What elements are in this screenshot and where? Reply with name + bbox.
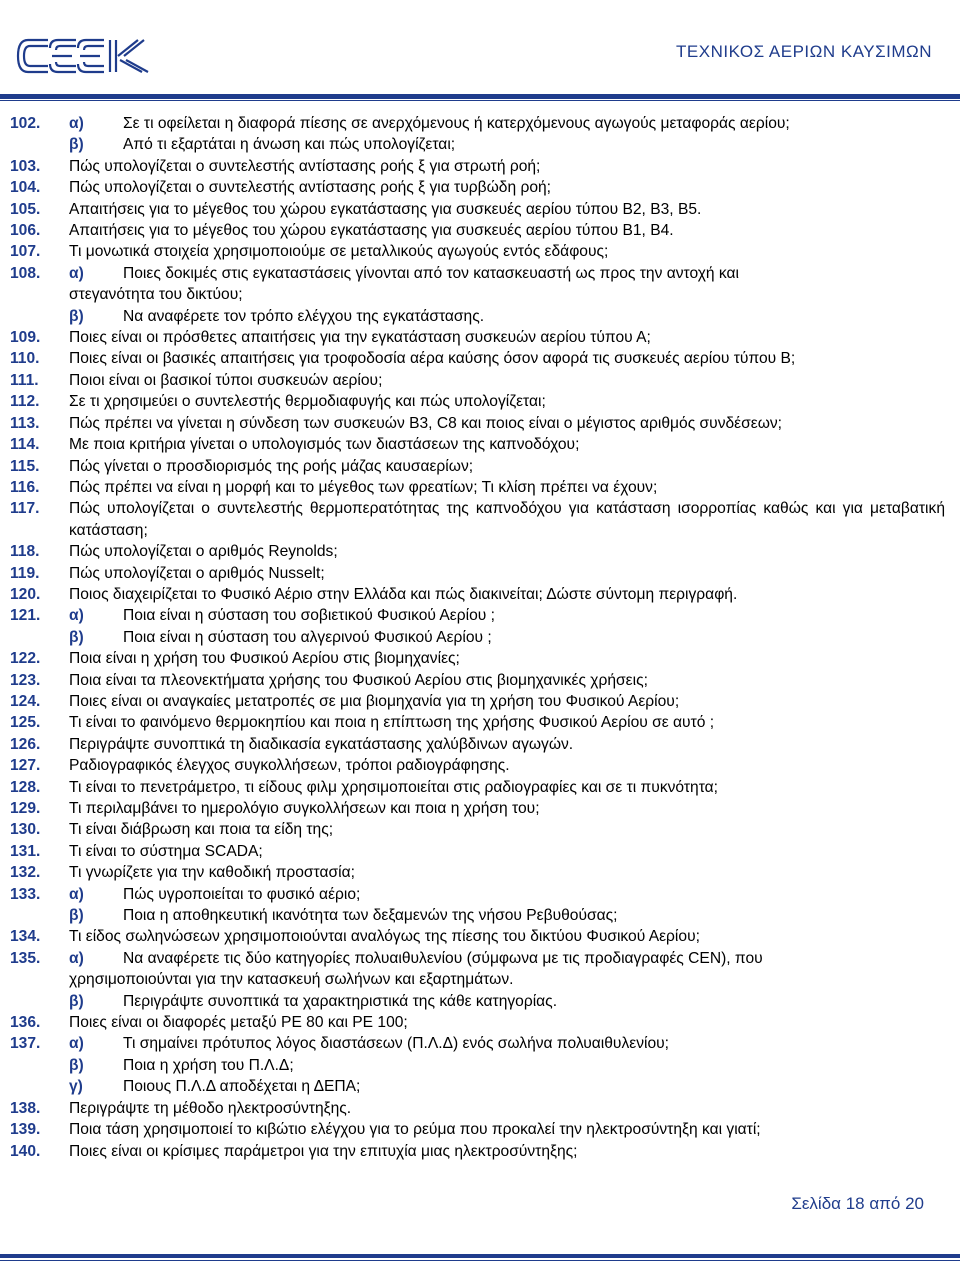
question-text: Ποια είναι η χρήση του Φυσικού Αερίου στις βιομηχανίες; — [69, 650, 460, 668]
question-item — [10, 113, 945, 156]
question-item — [10, 199, 945, 220]
sub-question-text: Να αναφέρετε τις δύο κατηγορίες πολυαιθυλενίου (σύμφωνα με τις προδιαγραφές CEN), που — [123, 949, 763, 967]
sub-question — [69, 263, 945, 284]
sub-question-text: Περιγράψτε συνοπτικά τα χαρακτηριστικά της κάθε κατηγορίας. — [123, 992, 558, 1010]
question-number: 102. — [10, 115, 41, 132]
question-item — [10, 498, 945, 541]
question-number: 103. — [10, 157, 41, 175]
sub-question — [69, 627, 945, 648]
sub-question-label: β) — [69, 992, 84, 1010]
question-number: 118. — [10, 543, 40, 561]
question-number: 104. — [10, 179, 41, 197]
question-item — [10, 370, 945, 391]
question-item — [10, 541, 945, 562]
sub-question — [69, 1055, 945, 1076]
question-item — [10, 241, 945, 262]
sub-question-text: Να αναφέρετε τον τρόπο ελέγχου της εγκατάστασης. — [123, 307, 485, 325]
question-text: Πώς υπολογίζεται ο αριθμός Nusselt; — [69, 564, 325, 582]
sub-question — [69, 884, 945, 905]
question-number: 115. — [10, 457, 40, 475]
question-text: Περιγράψτε τη μέθοδο ηλεκτροσύντηξης. — [69, 1099, 352, 1117]
question-number: 134. — [10, 928, 41, 946]
question-text: Απαιτήσεις για το μέγεθος του χώρου εγκατάστασης για συσκευές αερίου τύπου Β1, Β4. — [69, 222, 674, 240]
sub-question-label: α) — [69, 1035, 84, 1053]
sub-question-text: Από τι εξαρτάται η άνωση και πώς υπολογίζεται; — [123, 136, 456, 154]
question-item — [10, 220, 945, 241]
question-number: 127. — [10, 757, 41, 775]
sub-question-label: β) — [69, 628, 84, 646]
question-item — [10, 563, 945, 584]
sub-question-text: Ποια είναι η σύσταση του αλγερινού Φυσικού Αερίου ; — [123, 628, 492, 646]
question-item — [10, 477, 945, 498]
sub-question — [69, 134, 945, 155]
question-item — [10, 156, 945, 177]
question-number: 120. — [10, 585, 41, 603]
sub-question-label: α) — [69, 115, 84, 132]
question-text: Τι μονωτικά στοιχεία χρησιμοποιούμε σε μεταλλικούς αγωγούς εντός εδάφους; — [69, 243, 609, 261]
question-number: 112. — [10, 393, 40, 411]
question-item — [10, 755, 945, 776]
question-text: Ποια είναι τα πλεονεκτήματα χρήσης του Φυσικού Αερίου στις βιομηχανικές χρήσεις; — [69, 671, 648, 689]
page-number: Σελίδα 18 από 20 — [791, 1194, 924, 1213]
question-text: Με ποια κριτήρια γίνεται ο υπολογισμός των διαστάσεων της καπνοδόχου; — [69, 436, 580, 454]
sub-question-text: Ποια είναι η σύσταση του σοβιετικού Φυσικού Αερίου ; — [123, 607, 495, 625]
sub-question-text: Τι σημαίνει πρότυπος λόγος διαστάσεων (Π.Λ.Δ) ενός σωλήνα πολυαιθυλενίου; — [123, 1035, 669, 1053]
sub-question-label: α) — [69, 264, 84, 282]
question-number: 133. — [10, 885, 41, 903]
question-item — [10, 177, 945, 198]
sub-question — [69, 991, 945, 1012]
question-number: 132. — [10, 864, 41, 882]
question-item — [10, 605, 945, 648]
question-item — [10, 1119, 945, 1140]
sub-question-label: β) — [69, 307, 84, 325]
question-number: 121. — [10, 607, 41, 625]
question-text: Πώς υπολογίζεται ο συντελεστής αντίστασης ροής ξ για στρωτή ροή; — [69, 157, 541, 175]
sub-question-label: β) — [69, 907, 84, 925]
question-item — [10, 348, 945, 369]
ceek-logo-icon — [14, 34, 154, 78]
question-item — [10, 1033, 945, 1097]
question-number: 131. — [10, 842, 41, 860]
sub-question — [69, 306, 945, 327]
question-text: Τι είδος σωληνώσεων χρησιμοποιούνται αναλόγως της πίεσης του δικτύου Φυσικού Αερίου; — [69, 928, 700, 946]
question-item — [10, 819, 945, 840]
question-item — [10, 434, 945, 455]
question-text: Πώς υπολογίζεται ο αριθμός Reynolds; — [69, 543, 338, 561]
question-text: Απαιτήσεις για το μέγεθος του χώρου εγκατάστασης για συσκευές αερίου τύπου Β2, Β3, Β5. — [69, 200, 702, 218]
question-number: 110. — [10, 350, 40, 368]
sub-question-text: Ποια η αποθηκευτική ικανότητα των δεξαμενών της νήσου Ρεβυθούσας; — [123, 907, 618, 925]
question-number: 136. — [10, 1014, 41, 1032]
question-text: Ποιες είναι οι αναγκαίες μετατροπές σε μια βιομηχανία για τη χρήση του Φυσικού Αερίου; — [69, 692, 680, 710]
question-number: 107. — [10, 243, 41, 261]
sub-question-text: Ποιες δοκιμές στις εγκαταστάσεις γίνονται από τον κατασκευαστή ως προς την αντοχή και — [123, 264, 739, 282]
sub-question-label: β) — [69, 136, 84, 154]
sub-question — [69, 948, 945, 969]
question-text: Τι είναι το σύστημα SCADA; — [69, 842, 263, 860]
question-item — [10, 691, 945, 712]
question-text: Τι είναι το πενετράμετρο, τι είδους φιλμ χρησιμοποιείται στις ραδιογραφίες και σε τι πυκνότητα; — [69, 778, 718, 796]
sub-question-label: α) — [69, 949, 84, 967]
question-number: 137. — [10, 1035, 41, 1053]
question-item — [10, 670, 945, 691]
question-item — [10, 777, 945, 798]
question-item — [10, 862, 945, 883]
sub-question-label: α) — [69, 885, 84, 903]
question-text: Σε τι χρησιμεύει ο συντελεστής θερμοδιαφυγής και πώς υπολογίζεται; — [69, 393, 546, 411]
question-number: 114. — [10, 436, 40, 454]
question-text: Πώς υπολογίζεται ο συντελεστής θερμοπερατότητας της καπνοδόχου για κατάσταση ισορροπίας καθώς και για μεταβατική κατάσταση; — [69, 500, 945, 539]
question-number: 130. — [10, 821, 41, 839]
sub-question-text: Σε τι οφείλεται η διαφορά πίεσης σε ανερχόμενους ή κατερχόμενους αγωγούς μεταφοράς αερίου; — [123, 115, 790, 132]
question-text: Ποιες είναι οι κρίσιμες παράμετροι για την επιτυχία μιας ηλεκτροσύντηξης; — [69, 1142, 578, 1160]
header-divider — [0, 94, 960, 99]
question-number: 138. — [10, 1099, 41, 1117]
sub-question-label: α) — [69, 607, 84, 625]
header-divider-thin — [0, 100, 960, 101]
question-item — [10, 734, 945, 755]
question-number: 116. — [10, 478, 40, 496]
question-number: 119. — [10, 564, 40, 582]
question-item — [10, 948, 945, 1012]
question-number: 139. — [10, 1121, 41, 1139]
sub-question — [69, 605, 945, 626]
question-number: 106. — [10, 222, 41, 240]
question-text: Πώς πρέπει να γίνεται η σύνδεση των συσκευών Β3, C8 και ποιος είναι ο μέγιστος αριθμός συνδέσεων; — [69, 414, 783, 432]
question-text: Ποιες είναι οι βασικές απαιτήσεις για τροφοδοσία αέρα καύσης όσον αφορά τις συσκευές αερίου τύπου Β; — [69, 350, 796, 368]
question-item — [10, 926, 945, 947]
question-number: 108. — [10, 264, 41, 282]
question-item — [10, 648, 945, 669]
question-item — [10, 1012, 945, 1033]
document-title: ΤΕΧΝΙΚΟΣ ΑΕΡΙΩΝ ΚΑΥΣΙΜΩΝ — [676, 42, 932, 61]
question-number: 122. — [10, 650, 41, 668]
question-item — [10, 841, 945, 862]
question-item — [10, 712, 945, 733]
question-text: Πώς υπολογίζεται ο συντελεστής αντίστασης ροής ξ για τυρβώδη ροή; — [69, 179, 551, 197]
question-text: Ποιες είναι οι διαφορές μεταξύ PE 80 και PE 100; — [69, 1014, 408, 1032]
question-item — [10, 798, 945, 819]
footer-divider — [0, 1254, 960, 1258]
sub-question — [69, 905, 945, 926]
question-item — [10, 391, 945, 412]
question-item — [10, 884, 945, 927]
question-text: Τι γνωρίζετε για την καθοδική προστασία; — [69, 864, 355, 882]
question-number: 124. — [10, 692, 41, 710]
question-item — [10, 263, 945, 327]
question-item — [10, 584, 945, 605]
sub-question-text: Ποια η χρήση του Π.Λ.Δ; — [123, 1056, 294, 1074]
question-item — [10, 1098, 945, 1119]
sub-question — [69, 113, 945, 134]
question-text: Ποιος διαχειρίζεται το Φυσικό Αέριο στην Ελλάδα και πώς διακινείται; Δώστε σύντομη περιγραφή. — [69, 585, 738, 603]
question-text: Πώς πρέπει να είναι η μορφή και το μέγεθος των φρεατίων; Τι κλίση πρέπει να έχουν; — [69, 478, 658, 496]
footer-divider-thin — [0, 1260, 960, 1261]
question-text: Ραδιογραφικός έλεγχος συγκολλήσεων, τρόποι ραδιογράφησης. — [69, 757, 510, 775]
question-number: 113. — [10, 414, 40, 432]
question-number: 140. — [10, 1142, 41, 1160]
question-number: 117. — [10, 500, 40, 518]
question-text: Περιγράψτε συνοπτικά τη διαδικασία εγκατάστασης χαλύβδινων αγωγών. — [69, 735, 574, 753]
question-number: 129. — [10, 800, 41, 817]
question-item — [10, 1141, 945, 1162]
sub-question-label: β) — [69, 1056, 84, 1074]
question-number: 126. — [10, 735, 41, 753]
question-list — [10, 113, 945, 1162]
sub-question-text: Πώς υγροποιείται το φυσικό αέριο; — [123, 885, 361, 903]
question-text: Τι είναι διάβρωση και ποια τα είδη της; — [69, 821, 334, 839]
question-number: 111. — [10, 371, 39, 389]
question-item — [10, 456, 945, 477]
question-text: Τι είναι το φαινόμενο θερμοκηπίου και ποια η επίπτωση της χρήσης Φυσικού Αερίου σε αυτό ; — [69, 714, 715, 732]
sub-question-text: Ποιους Π.Λ.Δ αποδέχεται η ΔΕΠΑ; — [123, 1078, 361, 1096]
sub-question-label: γ) — [69, 1078, 83, 1096]
question-number: 135. — [10, 949, 41, 967]
question-item — [10, 413, 945, 434]
question-number: 109. — [10, 329, 41, 347]
sub-question-continuation: χρησιμοποιούνται για την κατασκευή σωλήνων και εξαρτημάτων. — [69, 971, 514, 989]
question-item — [10, 327, 945, 348]
question-text: Ποιες είναι οι πρόσθετες απαιτήσεις για την εγκατάσταση συσκευών αερίου τύπου Α; — [69, 329, 651, 347]
question-text: Πώς γίνεται ο προσδιορισμός της ροής μάζας καυσαερίων; — [69, 457, 474, 475]
question-number: 105. — [10, 200, 41, 218]
question-number: 123. — [10, 671, 41, 689]
question-text: Ποιοι είναι οι βασικοί τύποι συσκευών αερίου; — [69, 371, 383, 389]
question-text: Ποια τάση χρησιμοποιεί το κιβώτιο ελέγχου για το ρεύμα που προκαλεί την ηλεκτροσύντηξη και γιατί; — [69, 1121, 761, 1139]
question-text: Τι περιλαμβάνει το ημερολόγιο συγκολλήσεων και ποια η χρήση του; — [69, 800, 540, 817]
sub-question-continuation: στεγανότητα του δικτύου; — [69, 286, 243, 304]
sub-question — [69, 1076, 945, 1097]
sub-question — [69, 1033, 945, 1054]
page-header — [0, 0, 960, 100]
question-number: 125. — [10, 714, 41, 732]
question-number: 128. — [10, 778, 41, 796]
